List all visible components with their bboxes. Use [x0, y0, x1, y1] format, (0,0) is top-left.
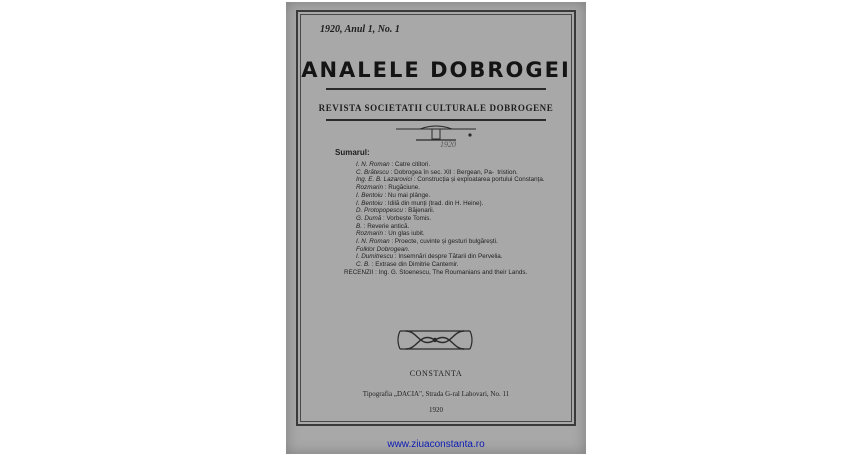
toc-item: Rozmarin : Un glas iubit. — [356, 230, 425, 238]
magazine-cover — [286, 2, 586, 454]
toc-item: C. B. : Extrase din Dimitrie Cantemir. — [356, 261, 459, 269]
toc-item: RECENZII : Ing. G. Stoenescu, The Roumanians and their Lands. — [344, 268, 528, 276]
toc-item: I. Bentoiu : Idilă din munți (trad. din H. Heine). — [356, 199, 484, 207]
publication-year: 1920 — [429, 406, 443, 414]
toc-item: Folklor Dobrogean. — [356, 245, 410, 253]
issue-line: 1920, Anul 1, No. 1 — [320, 24, 400, 35]
toc-item: Ing. E. B. Lazarovici : Construcția și exploatarea portului Constanța. — [356, 176, 545, 184]
toc-item: Rozmarin : Rugăciune. — [356, 184, 421, 192]
printer-line: Tipografia „DACIA", Strada G-ral Lahovari, No. 11 — [362, 390, 510, 398]
magazine-subtitle: REVISTA SOCIETATII CULTURALE DOBROGENE — [318, 103, 554, 113]
summary-heading: Sumarul: — [335, 148, 370, 157]
subtitle-rule — [326, 119, 546, 121]
toc-item: D. Protopopescu : Băjenarii. — [356, 207, 435, 215]
title-rule — [326, 88, 546, 90]
toc-item: G. Dumă : Vorbește Tomis. — [356, 214, 432, 222]
ornament-icon — [396, 325, 474, 355]
city-name: CONSTANTA — [409, 369, 463, 378]
toc-item: B. : Reverie antică. — [356, 222, 410, 230]
emblem-icon — [390, 123, 482, 145]
toc-item: I. N. Roman : Catre cititori. — [356, 161, 431, 168]
toc-item: I. Bentoiu : Nu mai plânge. — [356, 191, 431, 199]
watermark-url: www.ziuaconstanta.ro — [387, 439, 485, 450]
toc-item: I. N. Roman : Proecte, cuvinte și gesturi bulgărești. — [356, 238, 498, 246]
magazine-title: ANALELE DOBROGEI — [301, 58, 571, 82]
toc-item: C. Brătescu : Dobrogea în sec. XII : Bergean, Pa- tristion. — [356, 168, 518, 176]
handwritten-stamp: 1920 — [440, 140, 456, 149]
table-of-contents — [344, 161, 556, 277]
toc-item: I. Dumitrescu : Insemnări despre Tătarii din Pervelia. — [356, 253, 503, 261]
